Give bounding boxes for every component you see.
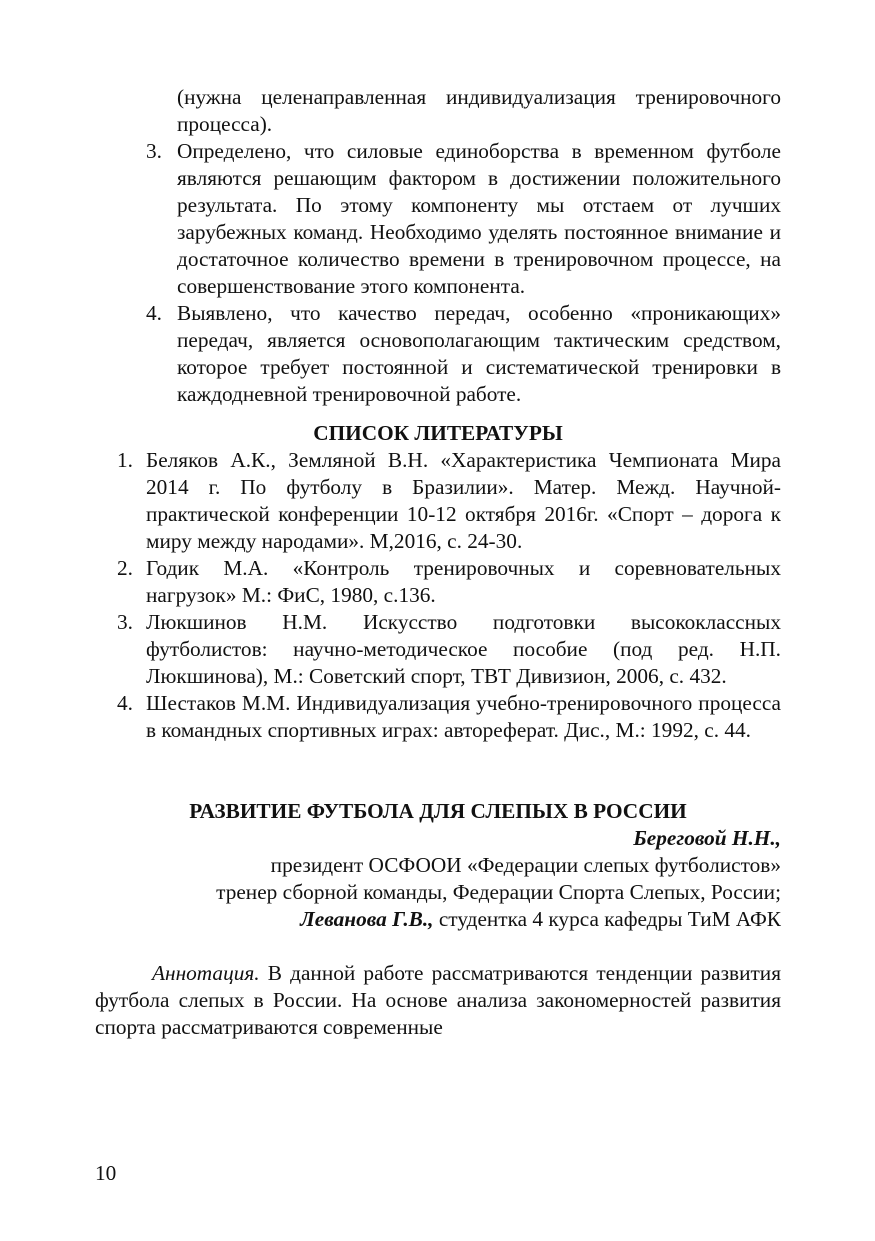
list-item-number: 4. [146, 301, 162, 325]
list-item [95, 138, 781, 300]
reference-number: 3. [117, 610, 133, 634]
reference-number: 2. [117, 556, 133, 580]
article-title: РАЗВИТИЕ ФУТБОЛА ДЛЯ СЛЕПЫХ В РОССИИ [189, 799, 687, 823]
list-item-text: Определено, что силовые единоборства в временном футболе являются решающим фактором в достижении положительного результата. По этому компоненту мы отстаем от лучших зарубежных команд. Необходимо уделять постоянное внимание и достаточное количество времени в тренировочном процессе, на совершенствование этого компонента. [177, 139, 781, 298]
references-heading: СПИСОК ЛИТЕРАТУРЫ [313, 421, 563, 445]
reference-text: Беляков А.К., Земляной В.Н. «Характеристика Чемпионата Мира 2014 г. По футболу в Бразилии». Матер. Межд. Научной-практической конференции 10-12 октября 2016г. «Спорт – дорога к миру между народами». М,2016, с. 24-30. [146, 448, 781, 553]
author1-role-line2: тренер сборной команды, Федерации Спорта Слепых, России; [216, 880, 781, 904]
author2-role: студентка 4 курса кафедры ТиМ АФК [433, 907, 781, 931]
reference-number: 1. [117, 448, 133, 472]
abstract-label: Аннотация. [152, 961, 260, 985]
reference-text: Люкшинов Н.М. Искусство подготовки высококлассных футболистов: научно-методическое пособие (под ред. Н.П. Люкшинова), М.: Советский спорт, ТВТ Дивизион, 2006, с. 432. [146, 610, 781, 688]
text-column [95, 84, 781, 1041]
author2-name: Леванова Г.В., [300, 907, 434, 931]
author1-name: Береговой Н.Н., [633, 826, 781, 850]
list-item-text: Выявлено, что качество передач, особенно «проникающих» передач, является основополагающим тактическим средством, которое требует постоянной и систематической тренировки в каждодневной тренировочной работе. [177, 301, 781, 406]
author1-role-line1: президент ОСФООИ «Федерации слепых футболистов» [270, 853, 781, 877]
reference-item [95, 690, 781, 744]
list-item-text: (нужна целенаправленная индивидуализация тренировочного процесса). [177, 85, 781, 136]
reference-text: Шестаков М.М. Индивидуализация учебно-тренировочного процесса в командных спортивных играх: автореферат. Дис., М.: 1992, с. 44. [146, 691, 781, 742]
author2-line [95, 906, 781, 933]
abstract-text: В данной работе рассматриваются тенденции развития футбола слепых в России. На основе анализа закономерностей развития спорта рассматриваются современные [95, 961, 781, 1039]
reference-number: 4. [117, 691, 133, 715]
references-list [95, 447, 781, 744]
list-item-number: 3. [146, 139, 162, 163]
continued-numbered-list [95, 84, 781, 408]
abstract-paragraph [95, 960, 781, 1041]
list-item [95, 300, 781, 408]
page-number: 10 [95, 1161, 117, 1185]
reference-item [95, 609, 781, 690]
reference-text: Годик М.А. «Контроль тренировочных и соревновательных нагрузок» М.: ФиС, 1980, с.136. [146, 556, 781, 607]
list-item-continuation [95, 84, 781, 138]
author1-name-line [95, 825, 781, 852]
reference-item [95, 555, 781, 609]
reference-item [95, 447, 781, 555]
